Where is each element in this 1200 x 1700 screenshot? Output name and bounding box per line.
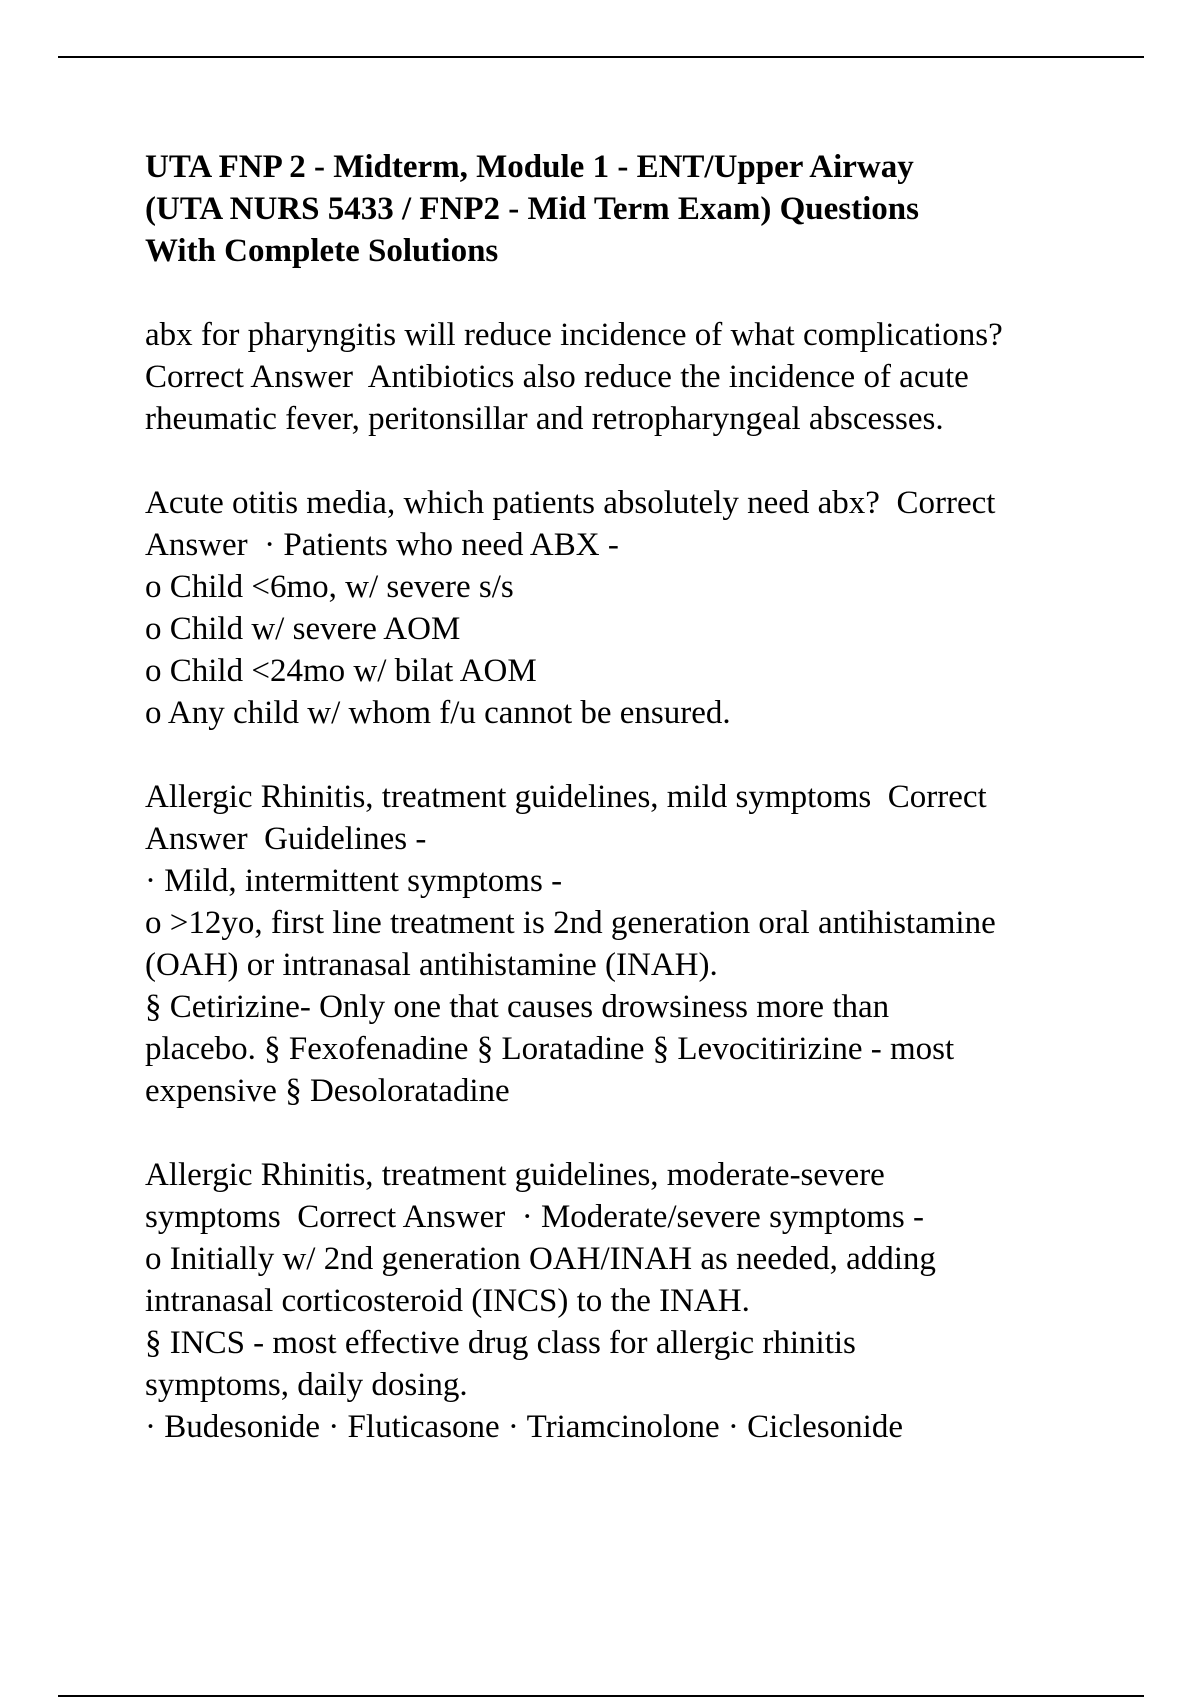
qa-line: abx for pharyngitis will reduce incidence of what complications? [145, 317, 1003, 353]
qa-line: Allergic Rhinitis, treatment guidelines, moderate-severe [145, 1157, 885, 1193]
qa-line: § INCS - most effective drug class for allergic rhinitis [145, 1325, 856, 1361]
qa-line: (OAH) or intranasal antihistamine (INAH). [145, 947, 718, 983]
qa-line: intranasal corticosteroid (INCS) to the INAH. [145, 1283, 750, 1319]
title-line: UTA FNP 2 - Midterm, Module 1 - ENT/Upper Airway [145, 149, 914, 185]
qa-line: · Budesonide · Fluticasone · Triamcinolone · Ciclesonide [145, 1409, 903, 1445]
qa-line: Acute otitis media, which patients absolutely need abx? Correct [145, 485, 996, 521]
qa-line: o Child <6mo, w/ severe s/s [145, 569, 514, 605]
qa-line: placebo. § Fexofenadine § Loratadine § Levocitirizine - most [145, 1031, 955, 1067]
qa-line: o >12yo, first line treatment is 2nd generation oral antihistamine [145, 905, 996, 941]
document-title [145, 146, 1145, 272]
qa-line: Allergic Rhinitis, treatment guidelines, mild symptoms Correct [145, 779, 987, 815]
title-line: With Complete Solutions [145, 233, 499, 269]
qa-line: symptoms Correct Answer · Moderate/severe symptoms - [145, 1199, 925, 1235]
qa-line: § Cetirizine- Only one that causes drowsiness more than [145, 989, 890, 1025]
title-line: (UTA NURS 5433 / FNP2 - Mid Term Exam) Questions [145, 191, 919, 227]
document-body [145, 146, 1145, 1448]
qa-line: Correct Answer Antibiotics also reduce the incidence of acute [145, 359, 969, 395]
qa-line: expensive § Desoloratadine [145, 1073, 510, 1109]
bottom-rule [58, 1695, 1144, 1697]
qa-block-allergic-rhinitis-moderate-severe [145, 1154, 1145, 1448]
qa-line: Answer · Patients who need ABX - [145, 527, 619, 563]
qa-line: Answer Guidelines - [145, 821, 427, 857]
qa-line: · Mild, intermittent symptoms - [145, 863, 563, 899]
qa-line: rheumatic fever, peritonsillar and retropharyngeal abscesses. [145, 401, 944, 437]
qa-block-allergic-rhinitis-mild [145, 776, 1145, 1112]
qa-line: o Child w/ severe AOM [145, 611, 461, 647]
qa-line: o Child <24mo w/ bilat AOM [145, 653, 537, 689]
top-rule [58, 56, 1144, 58]
qa-line: symptoms, daily dosing. [145, 1367, 468, 1403]
qa-block-pharyngitis [145, 314, 1145, 440]
qa-line: o Initially w/ 2nd generation OAH/INAH as needed, adding [145, 1241, 936, 1277]
qa-line: o Any child w/ whom f/u cannot be ensured. [145, 695, 731, 731]
qa-block-otitis-media [145, 482, 1145, 734]
